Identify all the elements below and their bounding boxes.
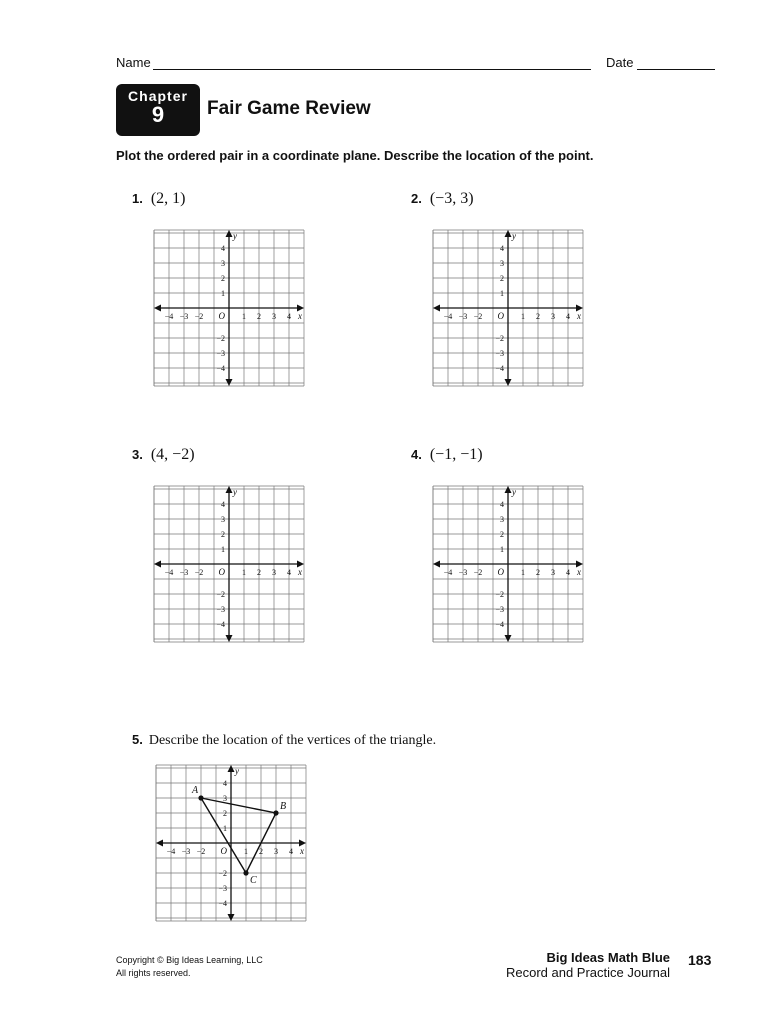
y-tick-label: −4 (216, 364, 225, 373)
y-tick-label: −3 (495, 605, 504, 614)
ordered-pair: (−1, −1) (429, 446, 483, 463)
y-axis-label: y (512, 231, 516, 241)
y-tick-label: −2 (218, 869, 227, 878)
book-title: Big Ideas Math Blue (546, 950, 670, 965)
vertex-label-a: A (192, 785, 199, 796)
x-tick-label: −4 (164, 312, 174, 321)
y-tick-label: −3 (218, 884, 227, 893)
coordinate-grid-4[interactable] (433, 486, 583, 641)
y-tick-label: 2 (221, 530, 225, 539)
footer-book (506, 950, 670, 980)
x-tick-label: 4 (566, 568, 570, 577)
x-tick-label: 1 (242, 568, 246, 577)
x-tick-label: 2 (259, 847, 263, 856)
origin-label: O (497, 567, 504, 577)
x-tick-label: 4 (287, 568, 291, 577)
y-tick-label: −3 (495, 349, 504, 358)
y-axis-arrow-down (228, 914, 235, 921)
y-tick-label: 1 (223, 824, 227, 833)
y-tick-label: 4 (223, 779, 227, 788)
y-axis-arrow-up (226, 486, 233, 493)
page-number: 183 (688, 952, 712, 968)
problem-number: 3. (132, 447, 143, 462)
origin-label: O (220, 846, 227, 856)
x-tick-label: −3 (179, 312, 189, 321)
coordinate-grid-2[interactable] (433, 230, 583, 385)
x-tick-label: 4 (287, 312, 291, 321)
origin-label: O (218, 567, 225, 577)
y-tick-label: 1 (221, 289, 225, 298)
rights-text: All rights reserved. (116, 968, 191, 978)
x-tick-label: 3 (272, 312, 276, 321)
y-axis-label: y (233, 231, 237, 241)
y-tick-label: 2 (221, 274, 225, 283)
y-tick-label: 1 (500, 289, 504, 298)
y-axis-arrow-up (226, 230, 233, 237)
x-tick-label: 3 (274, 847, 278, 856)
origin-label: O (218, 311, 225, 321)
x-axis-label: x (577, 567, 581, 577)
y-axis-arrow-down (505, 635, 512, 642)
problem-number: 4. (411, 447, 422, 462)
x-tick-label: 4 (566, 312, 570, 321)
y-tick-label: 3 (223, 794, 227, 803)
y-tick-label: −4 (495, 364, 504, 373)
x-tick-label: 1 (521, 568, 525, 577)
problem-1 (132, 190, 186, 208)
y-tick-label: 2 (500, 530, 504, 539)
x-axis-arrow-left (156, 840, 163, 847)
y-axis-arrow-up (228, 765, 235, 772)
date-field-line[interactable] (637, 69, 715, 70)
x-tick-label: −2 (473, 568, 483, 577)
x-tick-label: −4 (166, 847, 176, 856)
y-tick-label: −3 (216, 349, 225, 358)
y-axis-arrow-down (226, 635, 233, 642)
vertex-point-b (273, 810, 278, 815)
problem-number: 1. (132, 191, 143, 206)
y-tick-label: 4 (500, 244, 504, 253)
x-tick-label: 3 (272, 568, 276, 577)
x-axis-arrow-left (154, 561, 161, 568)
y-tick-label: 4 (221, 244, 225, 253)
problem-5-text: Describe the location of the vertices of the triangle. (148, 733, 437, 748)
y-tick-label: −3 (216, 605, 225, 614)
copyright-text: Copyright © Big Ideas Learning, LLC (116, 955, 263, 965)
x-tick-label: −3 (458, 568, 468, 577)
y-tick-label: 3 (500, 515, 504, 524)
vertex-point-c (243, 870, 248, 875)
x-axis-label: x (577, 311, 581, 321)
y-tick-label: 3 (221, 259, 225, 268)
x-tick-label: 2 (536, 312, 540, 321)
triangle-grid (156, 765, 306, 920)
problem-4 (411, 446, 483, 464)
problem-number: 5. (132, 732, 143, 747)
triangle-abc (201, 798, 276, 873)
x-tick-label: −2 (473, 312, 483, 321)
x-tick-label: 1 (242, 312, 246, 321)
y-tick-label: 2 (223, 809, 227, 818)
x-tick-label: −3 (181, 847, 191, 856)
chapter-word: Chapter (128, 88, 188, 104)
vertex-label-b: B (280, 801, 287, 812)
x-tick-label: −4 (443, 312, 453, 321)
y-tick-label: −4 (495, 620, 504, 629)
x-tick-label: 4 (289, 847, 293, 856)
ordered-pair: (−3, 3) (429, 190, 474, 207)
vertex-label-c: C (250, 875, 257, 886)
y-tick-label: −2 (216, 590, 225, 599)
x-tick-label: 3 (551, 568, 555, 577)
y-axis-label: y (233, 487, 237, 497)
y-axis-arrow-up (505, 230, 512, 237)
x-axis-arrow-left (433, 305, 440, 312)
x-tick-label: −2 (194, 568, 204, 577)
problem-5 (132, 732, 436, 749)
x-axis-label: x (298, 567, 302, 577)
y-axis-arrow-up (505, 486, 512, 493)
x-axis-arrow-left (154, 305, 161, 312)
name-field-line[interactable] (153, 69, 591, 70)
page-title: Fair Game Review (207, 98, 371, 119)
y-axis-arrow-down (505, 379, 512, 386)
y-tick-label: 4 (500, 500, 504, 509)
x-tick-label: −2 (194, 312, 204, 321)
x-tick-label: 2 (257, 312, 261, 321)
x-tick-label: −2 (196, 847, 206, 856)
y-tick-label: 1 (500, 545, 504, 554)
y-tick-label: −2 (495, 334, 504, 343)
y-tick-label: 3 (500, 259, 504, 268)
y-tick-label: 3 (221, 515, 225, 524)
x-tick-label: 3 (551, 312, 555, 321)
x-axis-label: x (300, 846, 304, 856)
origin-label: O (497, 311, 504, 321)
coordinate-grid-1[interactable] (154, 230, 304, 385)
x-tick-label: −4 (164, 568, 174, 577)
coordinate-grid-3[interactable] (154, 486, 304, 641)
problem-number: 2. (411, 191, 422, 206)
name-label: Name (116, 55, 151, 70)
x-tick-label: 2 (257, 568, 261, 577)
chapter-number: 9 (151, 102, 165, 127)
ordered-pair: (4, −2) (150, 446, 195, 463)
vertex-point-a (198, 795, 203, 800)
x-tick-label: −3 (458, 312, 468, 321)
y-tick-label: −4 (218, 899, 227, 908)
x-tick-label: −3 (179, 568, 189, 577)
x-tick-label: 1 (244, 847, 248, 856)
date-label: Date (606, 55, 634, 70)
x-tick-label: −4 (443, 568, 453, 577)
y-tick-label: 1 (221, 545, 225, 554)
y-tick-label: 4 (221, 500, 225, 509)
ordered-pair: (2, 1) (150, 190, 186, 207)
x-tick-label: 2 (536, 568, 540, 577)
chapter-badge (116, 84, 200, 136)
x-tick-label: 1 (521, 312, 525, 321)
problem-2 (411, 190, 474, 208)
footer-copyright (116, 954, 263, 980)
y-axis-arrow-down (226, 379, 233, 386)
y-axis-label: y (512, 487, 516, 497)
book-subtitle: Record and Practice Journal (505, 965, 670, 980)
y-axis-label: y (235, 766, 239, 776)
x-axis-arrow-left (433, 561, 440, 568)
y-tick-label: −2 (216, 334, 225, 343)
instructions: Plot the ordered pair in a coordinate plane. Describe the location of the point. (116, 148, 594, 163)
problem-3 (132, 446, 195, 464)
x-axis-label: x (298, 311, 302, 321)
y-tick-label: −2 (495, 590, 504, 599)
y-tick-label: 2 (500, 274, 504, 283)
y-tick-label: −4 (216, 620, 225, 629)
